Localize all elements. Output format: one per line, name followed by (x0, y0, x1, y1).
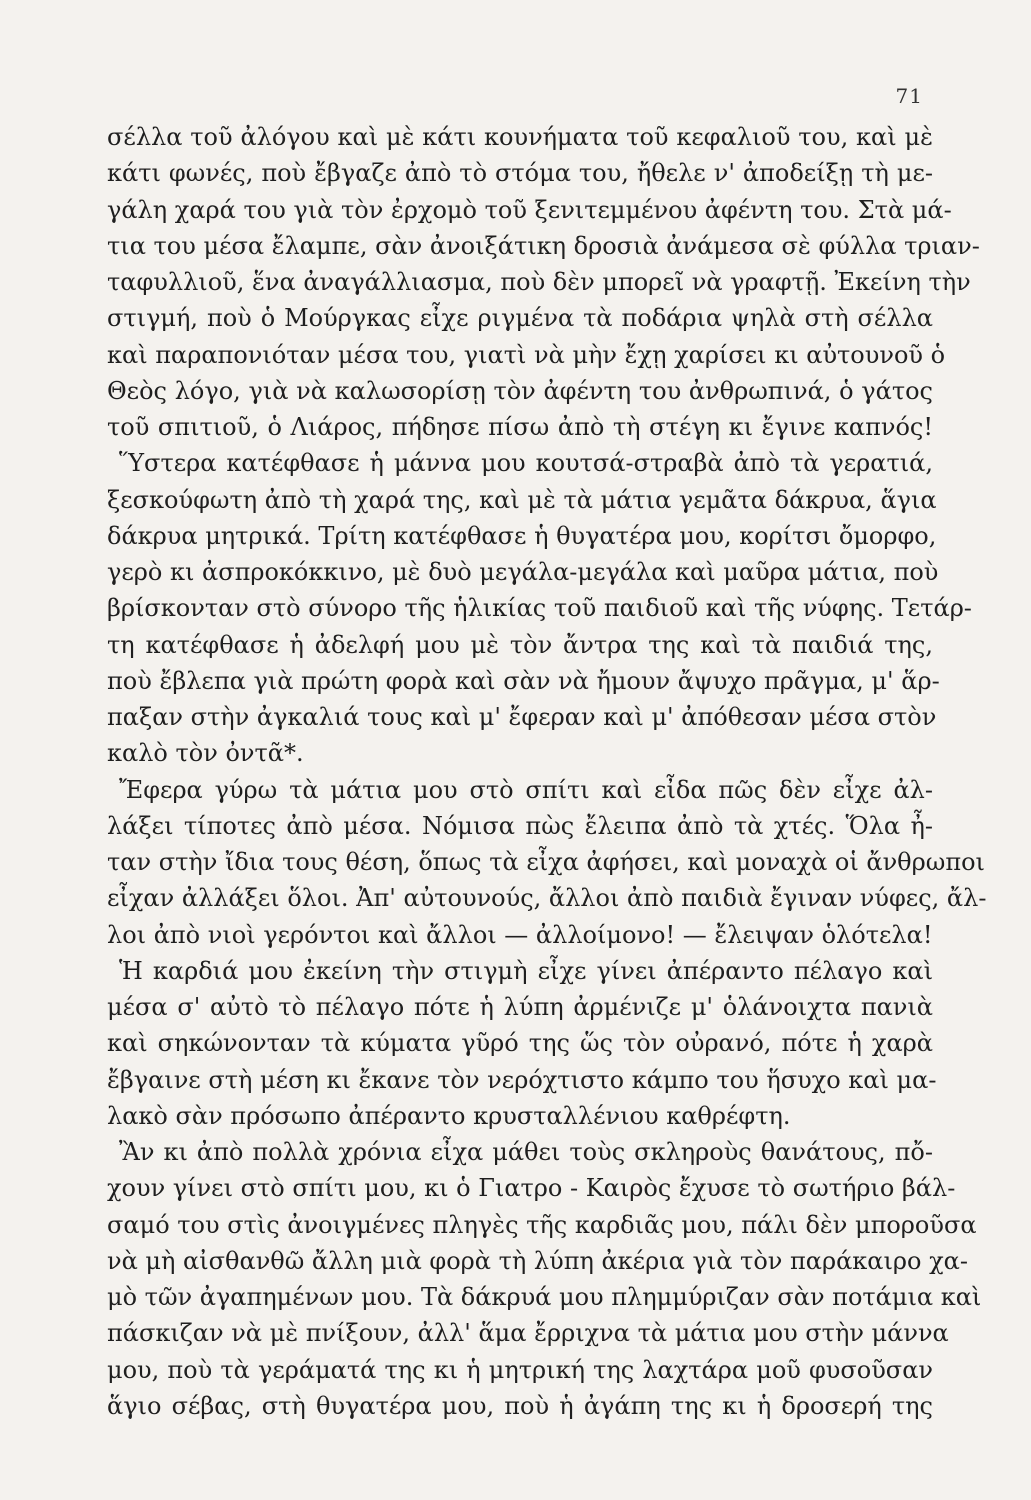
text-line: σαμό του στὶς ἀνοιγμένες πληγὲς τῆς καρδιᾶς μου, πάλι δὲν μποροῦσα (107, 1210, 977, 1239)
text-line: γάλη χαρά του γιὰ τὸν ἐρχομὸ τοῦ ξενιτεμμένου ἀφέντη του. Στὰ μά- (107, 195, 952, 224)
text-line: καλὸ τὸν ὀντᾶ*. (107, 739, 304, 768)
text-line: κάτι φωνές, ποὺ ἔβγαζε ἀπὸ τὸ στόμα του, ἤθελε ν' ἀποδείξῃ τὴ με- (107, 159, 933, 188)
text-line: δάκρυα μητρικά. Τρίτη κατέφθασε ἡ θυγατέρα μου, κορίτσι ὄμορφο, (107, 521, 937, 550)
text-line: Ἡ καρδιά μου ἐκείνη τὴν στιγμὴ εἶχε γίνει ἀπέραντο πέλαγο καὶ (119, 956, 933, 985)
text-line: λάξει τίποτες ἀπὸ μέσα. Νόμισα πὼς ἔλειπα ἀπὸ τὰ χτές. Ὅλα ἦ- (107, 811, 933, 840)
text-line: λοι ἀπὸ νιοὶ γερόντοι καὶ ἄλλοι — ἀλλοίμονο! — ἔλειψαν ὁλότελα! (107, 920, 933, 949)
text-line: Ὕστερα κατέφθασε ἡ μάννα μου κουτσά-στραβὰ ἀπὸ τὰ γερατιά, (119, 449, 933, 478)
text-line: στιγμή, ποὺ ὁ Μούργκας εἶχε ριγμένα τὰ ποδάρια ψηλὰ στὴ σέλλα (107, 304, 933, 333)
text-line: Ἔφερα γύρω τὰ μάτια μου στὸ σπίτι καὶ εἶδα πῶς δὲν εἶχε ἀλ- (119, 775, 933, 804)
text-line: ταν στὴν ἴδια τους θέση, ὅπως τὰ εἶχα ἀφήσει, καὶ μοναχὰ οἱ ἄνθρωποι (107, 848, 985, 876)
text-line: τη κατέφθασε ἡ ἀδελφή μου μὲ τὸν ἄντρα της καὶ τὰ παιδιά της, (107, 630, 933, 659)
text-line: ἅγιο σέβας, στὴ θυγατέρα μου, ποὺ ἡ ἀγάπη της κι ἡ δροσερή της (107, 1391, 933, 1420)
text-line: ταφυλλιοῦ, ἕνα ἀναγάλλιασμα, ποὺ δὲν μπορεῖ νὰ γραφτῇ. Ἐκείνη τὴν (107, 268, 971, 296)
text-line: πάσκιζαν νὰ μὲ πνίξουν, ἀλλ' ἅμα ἔρριχνα τὰ μάτια μου στὴν μάννα (107, 1319, 949, 1348)
text-line: εἶχαν ἀλλάξει ὅλοι. Ἀπ' αὐτουνούς, ἄλλοι ἀπὸ παιδιὰ ἔγιναν νύφες, ἄλ- (107, 884, 987, 913)
text-line: σέλλα τοῦ ἀλόγου καὶ μὲ κάτι κουνήματα τοῦ κεφαλιοῦ του, καὶ μὲ (107, 123, 933, 151)
text-line: παξαν στὴν ἀγκαλιά τους καὶ μ' ἔφεραν καὶ μ' ἀπόθεσαν μέσα στὸν (107, 703, 937, 731)
text-line: νὰ μὴ αἰσθανθῶ ἄλλη μιὰ φορὰ τὴ λύπη ἀκέρια γιὰ τὸν παράκαιρο χα- (107, 1246, 968, 1275)
text-line: Ἂν κι ἀπὸ πολλὰ χρόνια εἶχα μάθει τοὺς σκληροὺς θανάτους, πὄ- (119, 1138, 933, 1166)
text-line: ποὺ ἔβλεπα γιὰ πρώτη φορὰ καὶ σὰν νὰ ἤμουν ἄψυχο πρᾶγμα, μ' ἅρ- (107, 666, 940, 695)
body-text (107, 119, 987, 1424)
text-line: λακὸ σὰν πρόσωπο ἀπέραντο κρυσταλλένιου καθρέφτη. (107, 1101, 791, 1130)
text-line: ξεσκούφωτη ἀπὸ τὴ χαρά της, καὶ μὲ τὰ μάτια γεμᾶτα δάκρυα, ἅγια (107, 485, 937, 514)
text-line: καὶ παραπονιόταν μέσα του, γιατὶ νὰ μὴν ἔχῃ χαρίσει κι αὐτουνοῦ ὁ (107, 340, 946, 369)
page-number: 71 (895, 84, 923, 108)
text-line: καὶ σηκώνονταν τὰ κύματα γῦρό της ὥς τὸν οὐρανό, πότε ἡ χαρὰ (107, 1029, 933, 1058)
text-line: μου, ποὺ τὰ γεράματά της κι ἡ μητρική της λαχτάρα μοῦ φυσοῦσαν (107, 1355, 933, 1384)
text-line: τια του μέσα ἔλαμπε, σὰν ἀνοιξάτικη δροσιὰ ἀνάμεσα σὲ φύλλα τριαν- (107, 231, 980, 260)
text-line: γερὸ κι ἀσπροκόκκινο, μὲ δυὸ μεγάλα-μεγάλα καὶ μαῦρα μάτια, ποὺ (107, 558, 939, 586)
text-line: βρίσκονταν στὸ σύνορο τῆς ἡλικίας τοῦ παιδιοῦ καὶ τῆς νύφης. Τετάρ- (107, 594, 972, 623)
text-line: Θεὸς λόγο, γιὰ νὰ καλωσορίσῃ τὸν ἀφέντη του ἀνθρωπινά, ὁ γάτος (107, 376, 933, 405)
text-line: μὸ τῶν ἀγαπημένων μου. Τὰ δάκρυά μου πλημμύριζαν σὰν ποτάμια καὶ (107, 1283, 982, 1311)
text-line: μέσα σ' αὐτὸ τὸ πέλαγο πότε ἡ λύπη ἀρμένιζε μ' ὁλάνοιχτα πανιὰ (107, 993, 933, 1021)
text-line: ἔβγαινε στὴ μέση κι ἔκανε τὸν νερόχτιστο κάμπο του ἥσυχο καὶ μα- (107, 1065, 937, 1094)
text-line: τοῦ σπιτιοῦ, ὁ Λιάρος, πήδησε πίσω ἀπὸ τὴ στέγη κι ἔγινε καπνός! (107, 413, 933, 441)
text-line: χουν γίνει στὸ σπίτι μου, κι ὁ Γιατρο - Καιρὸς ἔχυσε τὸ σωτήριο βάλ- (107, 1174, 956, 1203)
